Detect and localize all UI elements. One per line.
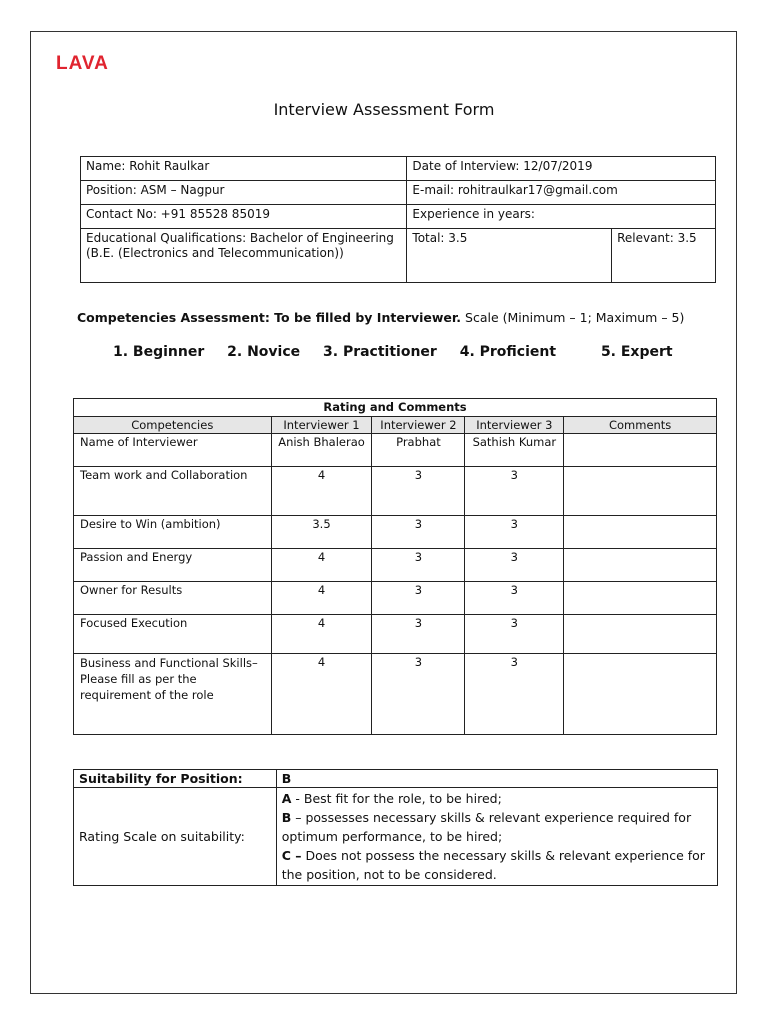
column-header: Comments	[564, 417, 717, 434]
form-title: Interview Assessment Form	[273, 100, 495, 119]
column-header: Interviewer 1	[271, 417, 372, 434]
rating-scale-options	[276, 788, 717, 886]
comment-cell	[564, 516, 717, 549]
lava-logo: LAVA	[56, 53, 109, 74]
interviewer-name: Anish Bhalerao	[271, 434, 372, 467]
score-cell: 4	[271, 615, 372, 654]
score-cell: 3	[372, 549, 465, 582]
competencies-heading-bold: Competencies Assessment: To be filled by Interviewer.	[77, 310, 462, 325]
comment-cell	[564, 549, 717, 582]
suitability-value: B	[276, 770, 717, 788]
score-cell: 3	[372, 467, 465, 516]
score-cell: 3.5	[271, 516, 372, 549]
experience-total: Total: 3.5	[407, 229, 612, 283]
interview-date: Date of Interview: 12/07/2019	[407, 157, 716, 181]
score-cell: 3	[372, 654, 465, 735]
rating-option-a: A - Best fit for the role, to be hired;	[281, 791, 502, 806]
competency-label: Passion and Energy	[74, 549, 272, 582]
table-row	[74, 467, 717, 516]
competency-label: Owner for Results	[74, 582, 272, 615]
interviewer-row-label: Name of Interviewer	[74, 434, 272, 467]
scale-level: 4. Proficient	[459, 344, 557, 360]
suitability-table	[73, 769, 718, 886]
experience-label: Experience in years:	[407, 205, 716, 229]
competency-label: Business and Functional Skills– Please fill as per the requirement of the role	[74, 654, 272, 735]
competency-label: Focused Execution	[74, 615, 272, 654]
score-cell: 3	[465, 549, 564, 582]
interviewer-name: Sathish Kumar	[465, 434, 564, 467]
score-cell: 4	[271, 549, 372, 582]
table-row	[74, 582, 717, 615]
competency-label: Team work and Collaboration	[74, 467, 272, 516]
score-cell: 3	[465, 516, 564, 549]
table-row	[74, 516, 717, 549]
competency-label: Desire to Win (ambition)	[74, 516, 272, 549]
candidate-email: E-mail: rohitraulkar17@gmail.com	[407, 181, 716, 205]
candidate-info-table	[80, 156, 716, 283]
score-cell: 3	[372, 516, 465, 549]
suitability-label: Suitability for Position:	[74, 770, 277, 788]
score-cell: 3	[372, 615, 465, 654]
competencies-heading	[77, 310, 684, 325]
rating-caption: Rating and Comments	[74, 399, 717, 417]
column-header: Competencies	[74, 417, 272, 434]
column-header: Interviewer 2	[372, 417, 465, 434]
table-row	[74, 654, 717, 735]
scale-level: 5. Expert	[600, 344, 673, 360]
experience-relevant: Relevant: 3.5	[612, 229, 716, 283]
scale-level: 2. Novice	[227, 344, 301, 360]
comment-cell	[564, 654, 717, 735]
table-row	[74, 615, 717, 654]
comment-cell	[564, 467, 717, 516]
rating-option-c: C – Does not possess the necessary skills & relevant experience for the position, not to be considered.	[281, 848, 705, 882]
scale-level: 3. Practitioner	[323, 344, 437, 360]
candidate-contact: Contact No: +91 85528 85019	[81, 205, 407, 229]
comment-cell	[564, 615, 717, 654]
competencies-scale: Scale (Minimum – 1; Maximum – 5)	[461, 310, 685, 325]
interviewer-name: Prabhat	[372, 434, 465, 467]
score-cell: 4	[271, 467, 372, 516]
candidate-name: Name: Rohit Raulkar	[81, 157, 407, 181]
scale-level: 1. Beginner	[113, 344, 205, 360]
score-cell: 3	[372, 582, 465, 615]
score-cell: 3	[465, 582, 564, 615]
score-cell: 3	[465, 615, 564, 654]
table-row	[74, 549, 717, 582]
score-cell: 3	[465, 467, 564, 516]
rating-table	[73, 398, 717, 735]
education: Educational Qualifications: Bachelor of Engineering (B.E. (Electronics and Telecommunication))	[81, 229, 407, 283]
score-cell: 4	[271, 582, 372, 615]
score-cell: 4	[271, 654, 372, 735]
comment-cell	[564, 434, 717, 467]
rating-option-b: B – possesses necessary skills & relevant experience required for optimum performance, to be hired;	[281, 810, 692, 844]
comment-cell	[564, 582, 717, 615]
candidate-position: Position: ASM – Nagpur	[81, 181, 407, 205]
column-header: Interviewer 3	[465, 417, 564, 434]
score-cell: 3	[465, 654, 564, 735]
rating-scale-label: Rating Scale on suitability:	[74, 788, 277, 886]
scale-levels	[113, 344, 691, 360]
